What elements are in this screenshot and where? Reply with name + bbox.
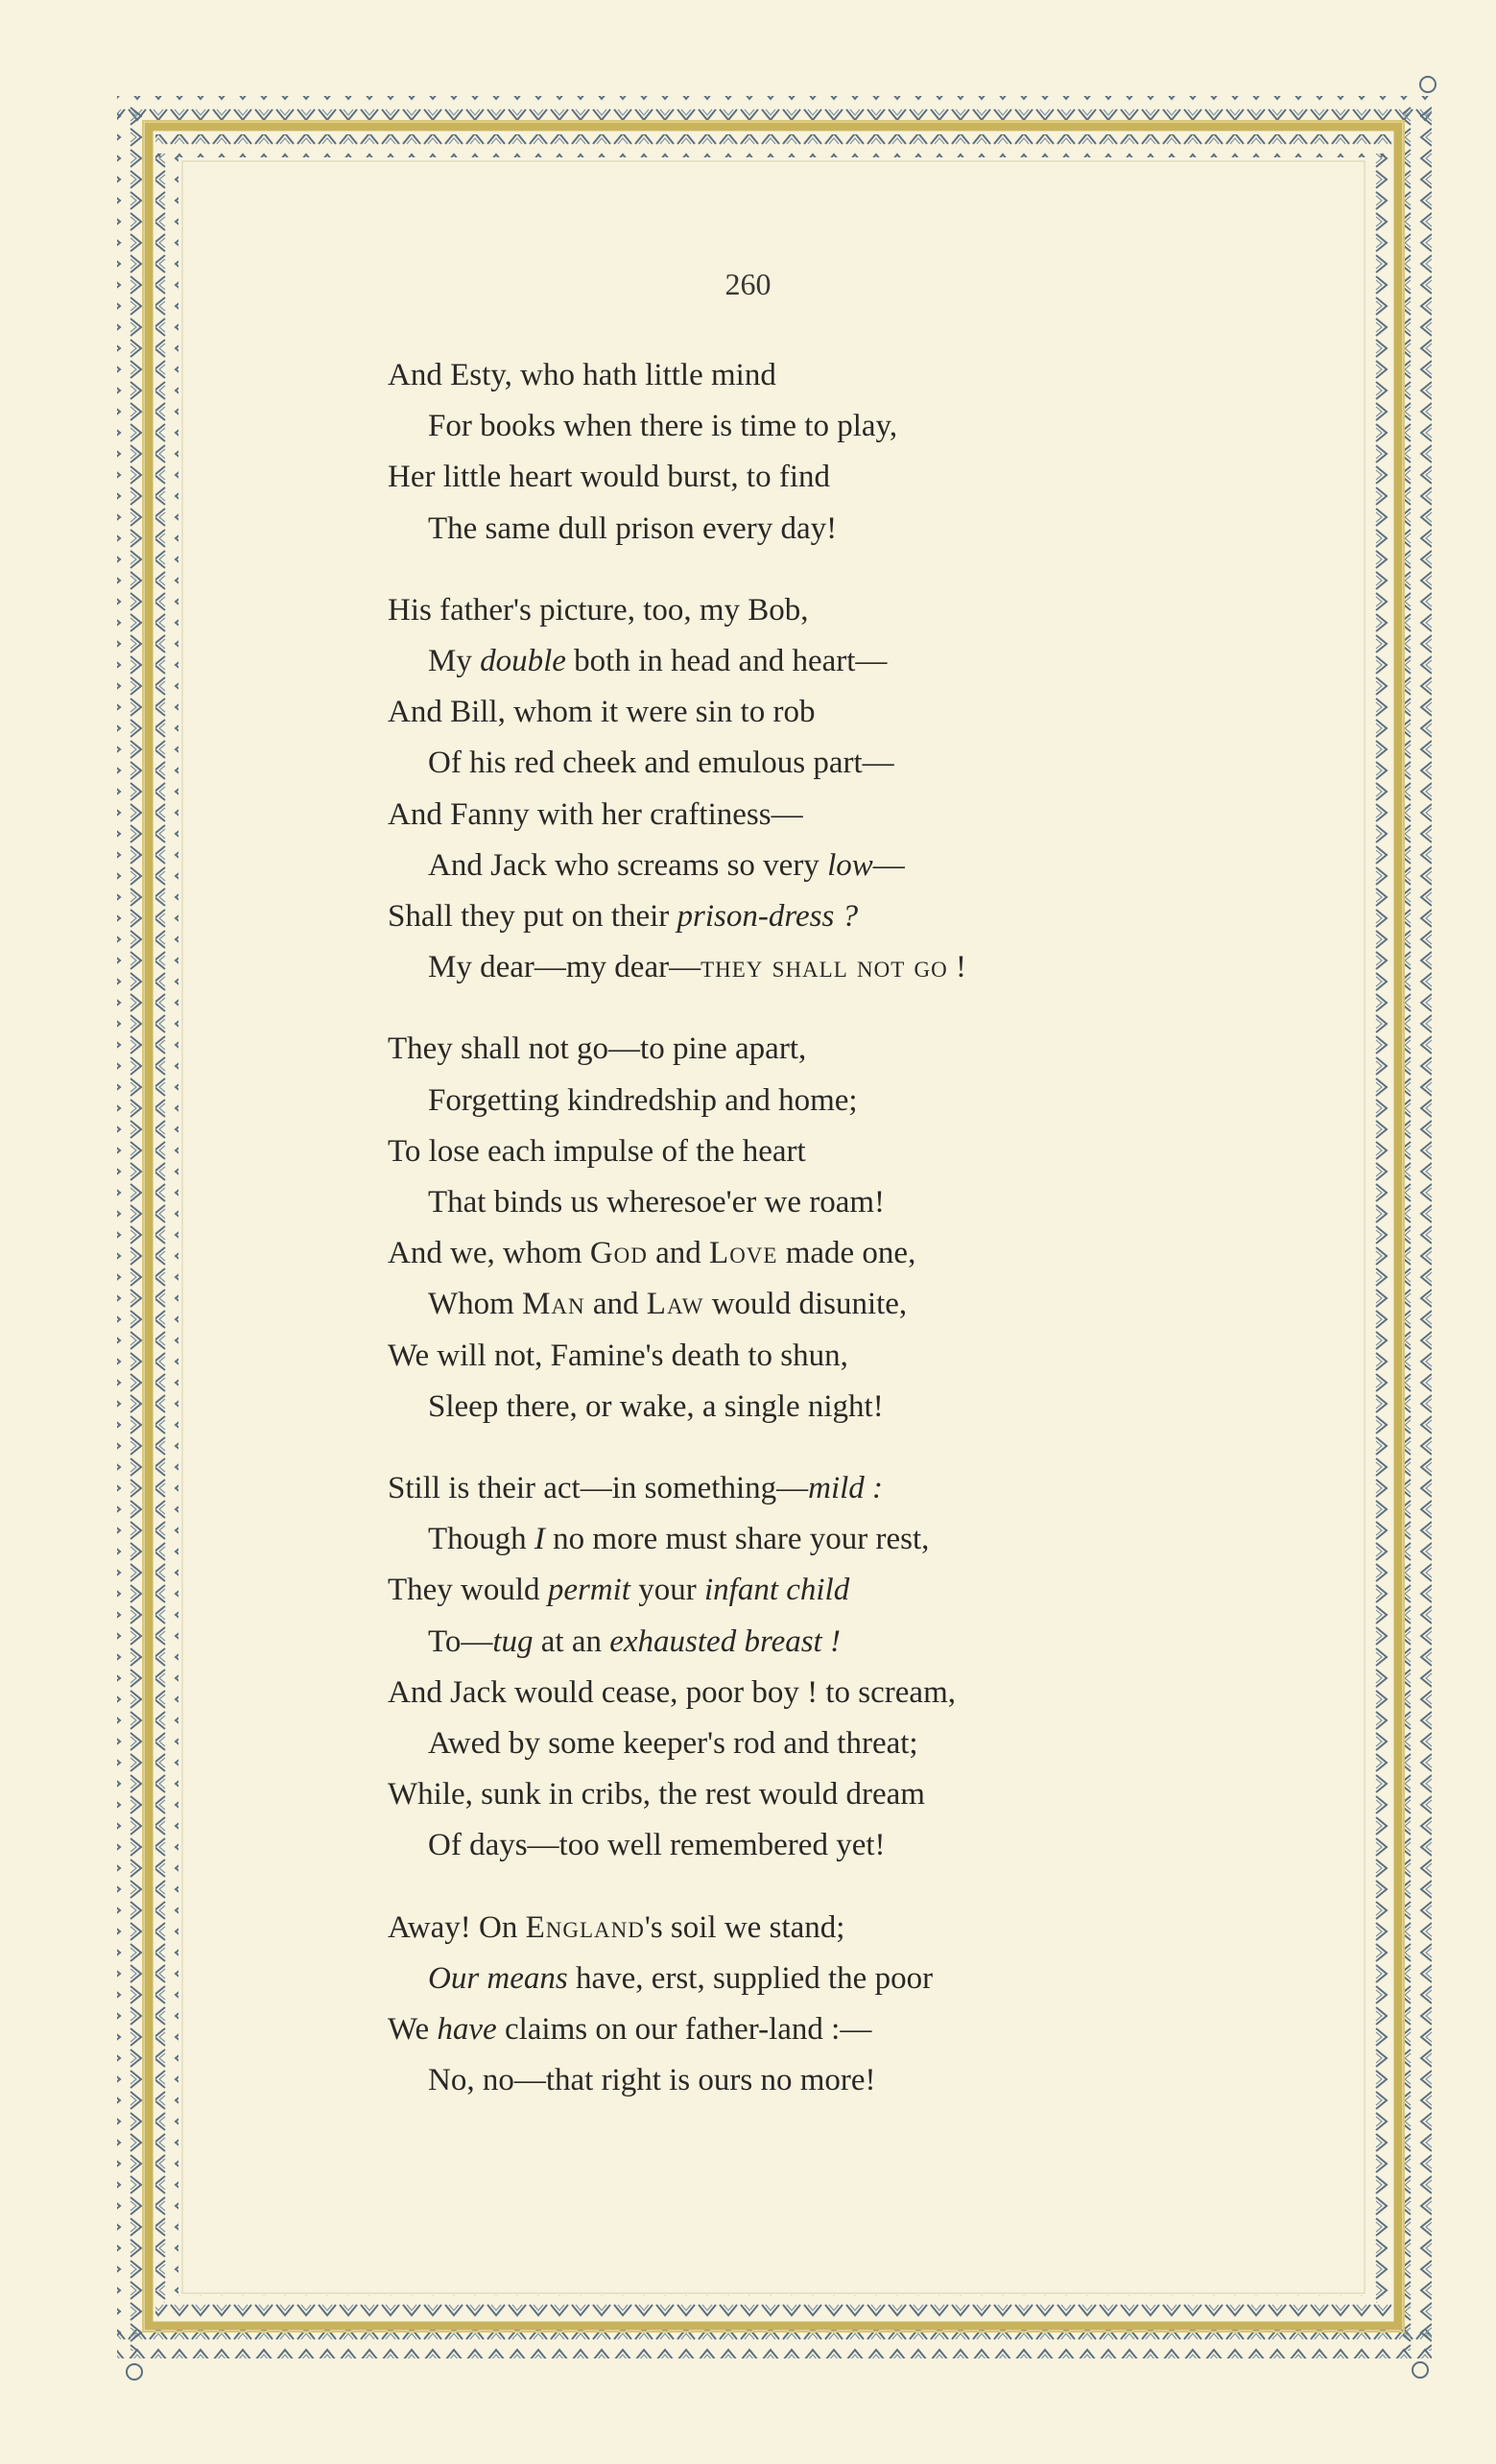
page-number: 260 <box>724 267 772 301</box>
line-segment: England <box>525 1909 645 1945</box>
poem-line <box>388 636 1175 687</box>
poem-line <box>388 1279 1175 1330</box>
line-segment: No, no—that right is ours no more! <box>428 2063 876 2098</box>
line-segment: Though <box>428 1522 534 1557</box>
line-segment: have <box>437 2012 497 2048</box>
line-segment: To— <box>428 1623 493 1659</box>
line-segment: infant child <box>703 1573 850 1608</box>
poem-line <box>388 1617 1175 1668</box>
line-segment: they shall not go <box>701 950 948 985</box>
line-segment: Away! On <box>388 1909 526 1945</box>
poem-line <box>388 401 1175 452</box>
poem-body <box>388 350 1175 2138</box>
line-segment: Whom <box>428 1287 523 1322</box>
poem-line <box>388 1382 1175 1433</box>
poem-line <box>388 1954 1175 2004</box>
line-segment: His father's picture, too, my Bob, <box>388 592 809 628</box>
line-segment: To lose each impulse of the heart <box>388 1133 806 1169</box>
line-segment: no more must share your rest, <box>544 1522 930 1557</box>
line-segment: have, erst, supplied the poor <box>567 1960 934 1996</box>
line-segment: exhausted breast ! <box>609 1623 841 1659</box>
poem-line <box>388 942 1175 993</box>
poem-line <box>388 1565 1175 1616</box>
line-segment: While, sunk in cribs, the rest would dream <box>388 1777 925 1812</box>
line-segment: tug <box>492 1623 534 1659</box>
stanza <box>388 1024 1175 1433</box>
poem-line <box>388 1228 1175 1279</box>
line-segment: Our means <box>428 1960 568 1996</box>
line-segment: Sleep there, or wake, a single night! <box>428 1388 884 1424</box>
line-segment: would disunite, <box>703 1287 908 1322</box>
poem-line <box>388 841 1175 891</box>
stanza <box>388 585 1175 994</box>
line-segment: prison-dress ? <box>677 899 859 935</box>
poem-line <box>388 2055 1175 2106</box>
line-segment: double <box>480 644 566 679</box>
line-segment: And Esty, who hath little mind <box>388 358 776 392</box>
line-segment: And Jack who screams so very <box>428 847 828 883</box>
line-segment: Of his red cheek and emulous part— <box>428 746 894 781</box>
line-segment: claims on our father-land :— <box>496 2012 872 2048</box>
poem-line <box>388 790 1175 841</box>
line-segment: And Bill, whom it were sin to rob <box>388 695 816 730</box>
line-segment: ! <box>947 950 966 985</box>
poem-line <box>388 2004 1175 2055</box>
line-segment: Still is their act—in something— <box>388 1471 809 1506</box>
poem-line <box>388 1903 1175 1954</box>
line-segment: My <box>428 644 481 679</box>
line-segment: And Fanny with her craftiness— <box>388 796 803 832</box>
line-segment: For books when there is time to play, <box>428 409 898 444</box>
line-segment: and <box>647 1236 710 1271</box>
poem-line <box>388 687 1175 738</box>
line-segment: 's soil we stand; <box>644 1909 845 1945</box>
poem-line <box>388 1024 1175 1075</box>
line-segment: We <box>388 2012 438 2048</box>
line-segment: Law <box>646 1287 704 1322</box>
poem-line <box>388 350 1175 401</box>
poem-line <box>388 1177 1175 1228</box>
line-segment: God <box>589 1236 648 1271</box>
line-segment: permit <box>547 1573 630 1608</box>
line-segment: and <box>584 1287 647 1322</box>
line-segment: And we, whom <box>388 1236 590 1271</box>
poem-line <box>388 738 1175 789</box>
line-segment: That binds us wheresoe'er we roam! <box>428 1185 886 1220</box>
line-segment: mild : <box>808 1471 884 1506</box>
line-segment: We will not, Famine's death to shun, <box>388 1338 848 1373</box>
line-segment: both in head and heart— <box>565 644 888 679</box>
line-segment: Shall they put on their <box>388 899 677 935</box>
line-segment: Awed by some keeper's rod and threat; <box>428 1726 918 1762</box>
line-segment: your <box>629 1573 704 1608</box>
poem-line <box>388 504 1175 555</box>
poem-line <box>388 1126 1175 1177</box>
line-segment: made one, <box>777 1236 916 1271</box>
poem-line <box>388 891 1175 942</box>
line-segment: Her little heart would burst, to find <box>388 460 830 495</box>
poem-line <box>388 1769 1175 1820</box>
stanza <box>388 1463 1175 1872</box>
line-segment: My dear—my dear— <box>428 950 701 985</box>
line-segment: Love <box>709 1236 778 1271</box>
line-segment: low <box>827 847 873 883</box>
poem-line <box>388 1331 1175 1382</box>
poem-line <box>388 1076 1175 1126</box>
stanza <box>388 350 1175 555</box>
line-segment: — <box>872 847 905 883</box>
line-segment: And Jack would cease, poor boy ! to scream, <box>388 1674 956 1710</box>
line-segment: They would <box>388 1573 548 1608</box>
line-segment: Of days—too well remembered yet! <box>428 1828 886 1863</box>
poem-line <box>388 452 1175 503</box>
poem-line <box>388 1463 1175 1514</box>
line-segment: I <box>534 1522 545 1557</box>
line-segment: Forgetting kindredship and home; <box>428 1082 858 1118</box>
poem-line <box>388 585 1175 636</box>
poem-line <box>388 1668 1175 1718</box>
poem-line <box>388 1718 1175 1769</box>
line-segment: Man <box>522 1287 585 1322</box>
line-segment: The same dull prison every day! <box>428 510 838 546</box>
stanza <box>388 1903 1175 2107</box>
line-segment: They shall not go—to pine apart, <box>388 1031 807 1067</box>
poem-line <box>388 1514 1175 1565</box>
line-segment: at an <box>533 1623 610 1659</box>
poem-line <box>388 1820 1175 1871</box>
